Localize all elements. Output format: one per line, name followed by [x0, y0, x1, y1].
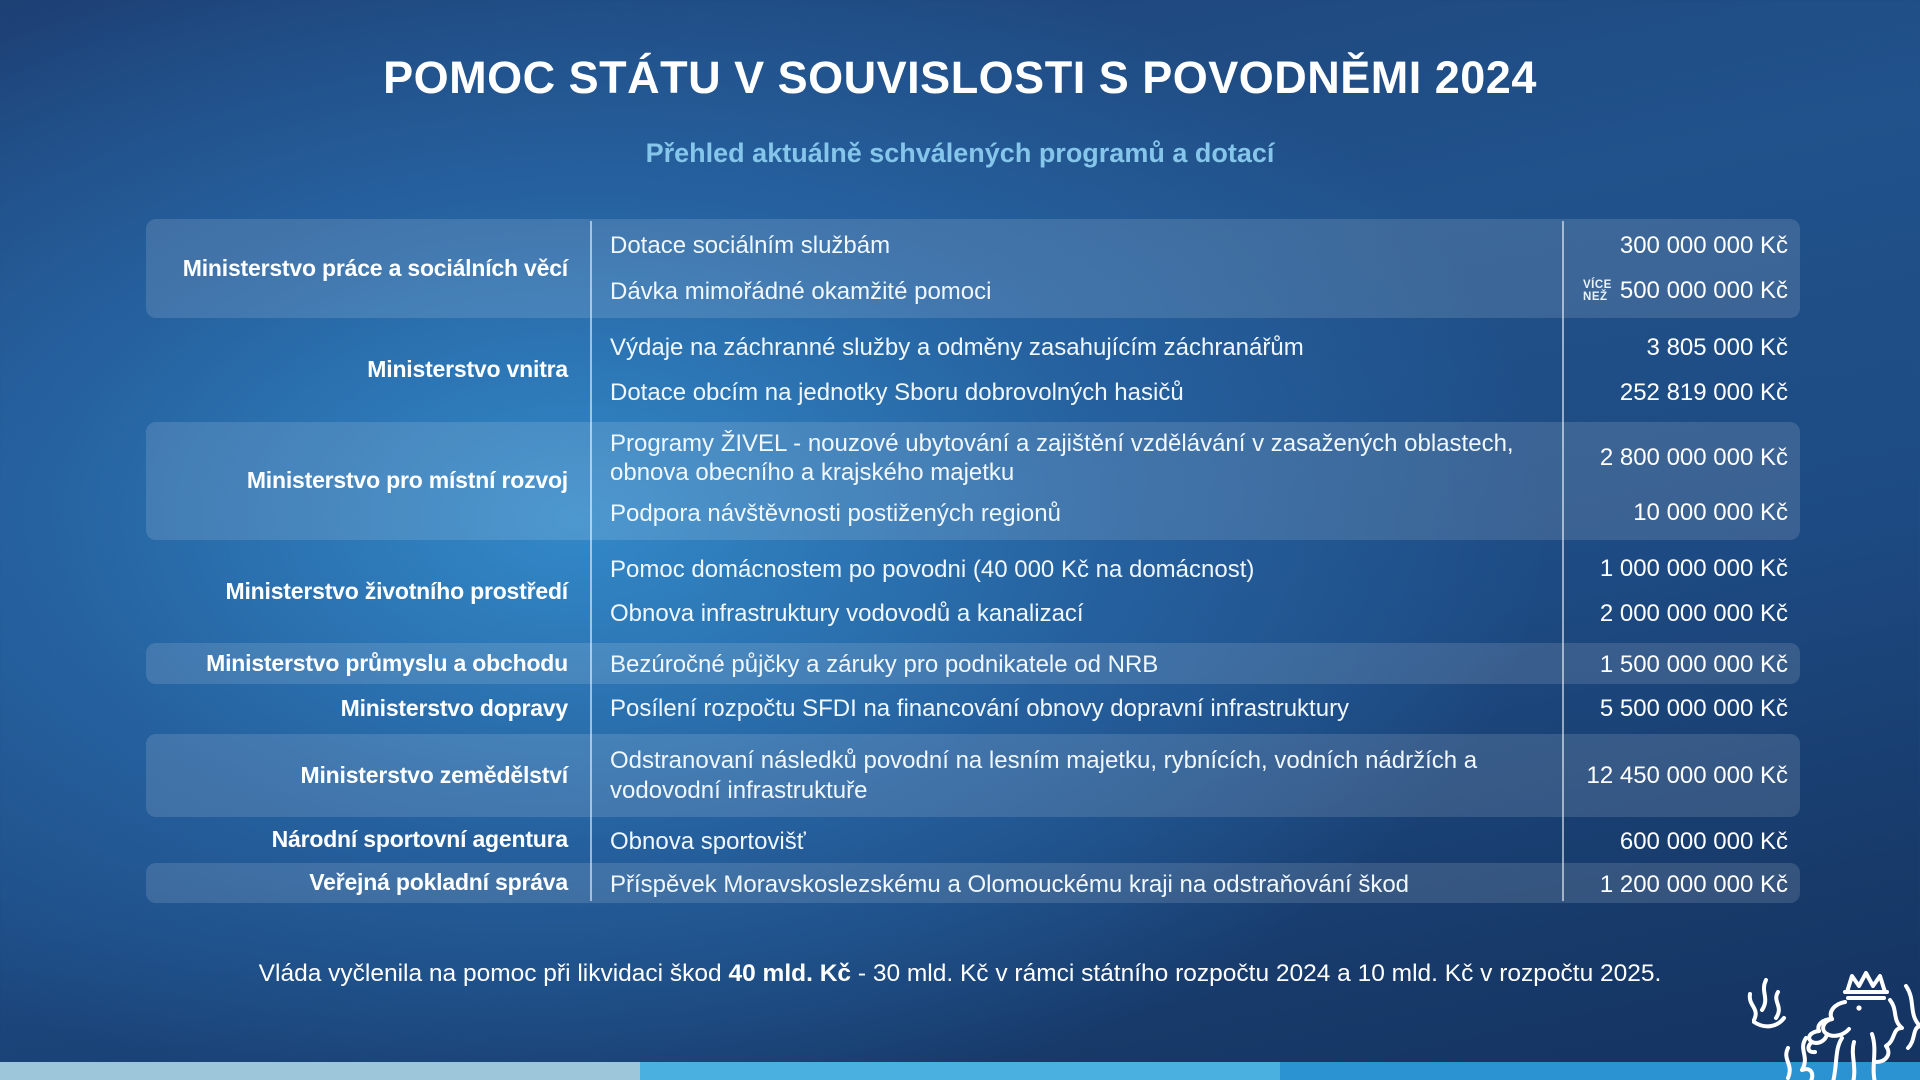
program-amount — [1574, 232, 1800, 260]
aid-programs-table — [146, 219, 1800, 903]
ministry-label: Ministerstvo práce a sociálních věcí — [182, 254, 568, 281]
bar-segment-medium — [640, 1062, 1280, 1080]
footer-note — [0, 960, 1920, 988]
table-row-mze — [146, 734, 1800, 817]
programs-cell — [590, 820, 1800, 860]
program-line — [590, 691, 1800, 727]
footer-text-after: - 30 mld. Kč v rámci státního rozpočtu 2024 a 10 mld. Kč v rozpočtu 2025. — [851, 960, 1662, 987]
table-row-md — [146, 687, 1800, 731]
program-name: Pomoc domácnostem po povodni (40 000 Kč na domácnost) — [610, 555, 1255, 583]
program-line — [590, 738, 1800, 813]
program-line — [590, 426, 1800, 491]
amount-value: 252 819 000 Kč — [1619, 378, 1788, 406]
bar-segment-light — [0, 1062, 640, 1080]
program-name: Výdaje na záchranné služby a odměny zasahujícím záchranářům — [610, 333, 1304, 361]
program-line — [590, 325, 1800, 370]
program-amount — [1574, 379, 1800, 407]
program-name: Odstranovaní následků povodní na lesním majetku, rybnících, vodních nádržích a vodovodní infrastruktuře — [610, 747, 1478, 804]
table-row-vps — [146, 863, 1800, 903]
bottom-color-bar — [0, 1062, 1920, 1080]
program-name: Dávka mimořádné okamžité pomoci — [610, 277, 992, 305]
table-row-mpo — [146, 643, 1800, 684]
footer-text-before: Vláda vyčlenila na pomoc při likvidaci škod — [258, 960, 729, 987]
program-line — [590, 547, 1800, 592]
ministry-label: Veřejná pokladní správa — [309, 869, 568, 896]
program-line — [590, 223, 1800, 269]
programs-cell — [590, 543, 1800, 640]
amount-value: 1 500 000 000 Kč — [1599, 650, 1788, 678]
program-amount — [1574, 600, 1800, 628]
program-amount — [1574, 444, 1800, 472]
program-amount — [1574, 555, 1800, 583]
program-name: Obnova sportovišť — [610, 828, 806, 855]
program-amount — [1574, 334, 1800, 362]
programs-cell — [590, 643, 1800, 684]
programs-cell — [590, 422, 1800, 540]
program-line — [590, 269, 1800, 315]
program-amount — [1574, 871, 1800, 899]
program-line — [590, 647, 1800, 682]
ministry-label: Ministerstvo vnitra — [367, 356, 568, 383]
amount-value: 500 000 000 Kč — [1619, 277, 1788, 305]
table-row-mzp — [146, 543, 1800, 640]
program-name: Programy ŽIVEL - nouzové ubytování a zajištění vzdělávání v zasažených oblastech, obnova obecního a krajského majetku — [610, 430, 1514, 487]
ministry-label: Národní sportovní agentura — [271, 826, 568, 853]
program-line — [590, 370, 1800, 415]
program-name: Obnova infrastruktury vodovodů a kanalizací — [610, 600, 1084, 628]
czech-lion-emblem-icon — [1720, 968, 1920, 1080]
program-amount — [1574, 499, 1800, 527]
table-row-mpsv — [146, 219, 1800, 318]
amount-value: 600 000 000 Kč — [1619, 827, 1788, 855]
amount-value: 3 805 000 Kč — [1646, 333, 1788, 361]
amount-prefix-vice-nez — [1583, 279, 1612, 303]
program-name: Dotace sociálním službám — [610, 232, 891, 260]
programs-cell — [590, 321, 1800, 419]
amount-value: 1 000 000 000 Kč — [1599, 555, 1788, 583]
program-name: Bezúročné půjčky a záruky pro podnikatele od NRB — [610, 651, 1159, 678]
ministry-label: Ministerstvo pro místní rozvoj — [246, 467, 568, 494]
footer-highlight: 40 mld. Kč — [728, 960, 852, 987]
amount-value: 10 000 000 Kč — [1633, 499, 1788, 527]
page-subtitle: Přehled aktuálně schválených programů a dotací — [645, 138, 1275, 168]
amount-value: 2 000 000 000 Kč — [1599, 599, 1788, 627]
program-amount — [1574, 651, 1800, 679]
programs-cell — [590, 734, 1800, 817]
program-amount — [1574, 277, 1800, 305]
amount-value: 5 500 000 000 Kč — [1599, 695, 1788, 722]
ministry-label: Ministerstvo průmyslu a obchodu — [206, 649, 568, 676]
prefix-line: VÍCE — [1583, 279, 1612, 292]
amount-value: 12 450 000 000 Kč — [1586, 761, 1788, 789]
programs-cell — [590, 219, 1800, 318]
amount-value: 300 000 000 Kč — [1619, 231, 1788, 259]
programs-cell — [590, 863, 1800, 903]
program-line — [590, 592, 1800, 637]
amount-value: 2 800 000 000 Kč — [1599, 444, 1788, 472]
page-title: POMOC STÁTU V SOUVISLOSTI S POVODNĚMI 2024 — [383, 52, 1537, 103]
program-line — [590, 867, 1800, 902]
amount-value: 1 200 000 000 Kč — [1599, 870, 1788, 898]
ministry-label: Ministerstvo zemědělství — [300, 761, 568, 788]
program-line — [590, 824, 1800, 859]
program-amount — [1574, 695, 1800, 723]
prefix-line: NEŽ — [1583, 291, 1608, 304]
table-row-mv — [146, 321, 1800, 419]
table-row-mmr — [146, 422, 1800, 540]
programs-cell — [590, 687, 1800, 731]
program-name: Příspěvek Moravskoslezskému a Olomouckému kraji na odstraňování škod — [610, 871, 1410, 898]
program-name: Posílení rozpočtu SFDI na financování obnovy dopravní infrastruktury — [610, 695, 1350, 723]
program-name: Dotace obcím na jednotky Sboru dobrovolných hasičů — [610, 378, 1184, 406]
table-row-nsa — [146, 820, 1800, 860]
program-amount — [1574, 762, 1800, 790]
ministry-label: Ministerstvo dopravy — [340, 695, 568, 722]
program-line — [590, 491, 1800, 536]
ministry-label: Ministerstvo životního prostředí — [225, 577, 568, 604]
program-amount — [1574, 828, 1800, 856]
program-name: Podpora návštěvnosti postižených regionů — [610, 499, 1061, 527]
